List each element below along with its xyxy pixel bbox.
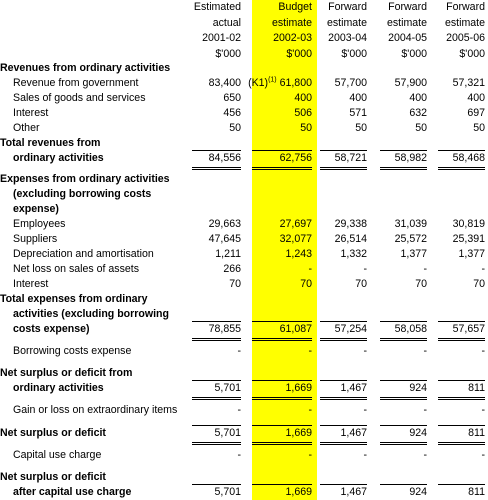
row-label: Interest: [13, 278, 49, 290]
cell-estimated-actual: 650: [223, 92, 241, 104]
total-double-rule: [438, 340, 485, 341]
total-double-rule: [252, 167, 312, 168]
cell-forward-estimate-2003-04: 58,721: [334, 152, 367, 164]
cell-budget-estimate: 62,756: [279, 152, 312, 164]
row-label: ordinary activities: [13, 152, 104, 164]
table-row: [0, 403, 488, 418]
cell-estimated-actual: 5,701: [214, 382, 241, 394]
cell-forward-estimate-2003-04: 1,467: [340, 382, 367, 394]
cell-prefix: (K1): [248, 77, 269, 89]
cell-budget-estimate: 1,669: [285, 427, 312, 439]
section-label-row: [0, 187, 488, 202]
cell-budget-estimate: 400: [294, 92, 312, 104]
subtotal-rule: [380, 484, 427, 485]
cell-forward-estimate-2004-05: 400: [409, 92, 427, 104]
cell-estimated-actual: 456: [223, 107, 241, 119]
cell-budget-estimate: [248, 76, 312, 91]
total-double-rule: [192, 399, 241, 400]
cell-forward-estimate-2004-05: -: [423, 449, 427, 461]
cell-forward-estimate-2004-05: 70: [415, 278, 427, 290]
total-double-rule: [380, 340, 427, 341]
total-double-rule: [320, 169, 367, 170]
cell-forward-estimate-2005-06: 811: [468, 427, 485, 439]
cell-value: 61,800: [276, 77, 312, 89]
cell-forward-estimate-2003-04: 57,254: [334, 323, 367, 335]
column-header-line: estimate: [444, 16, 485, 29]
cell-estimated-actual: 50: [229, 122, 241, 134]
subtotal-rule: [192, 484, 241, 485]
column-header-forward-estimate-2003-04: [327, 0, 367, 62]
total-double-rule: [320, 444, 367, 445]
subtotal-rule: [438, 484, 485, 485]
subtotal-rule: [380, 150, 427, 151]
subtotal-rule: [192, 150, 241, 151]
column-header-line: $'000: [459, 47, 485, 60]
cell-forward-estimate-2005-06: 57,657: [452, 323, 485, 335]
cell-estimated-actual: 47,645: [208, 233, 241, 245]
table-row: [0, 106, 488, 121]
cell-forward-estimate-2004-05: 924: [409, 427, 427, 439]
subtotal-rule: [252, 484, 312, 485]
cell-forward-estimate-2004-05: 924: [409, 486, 427, 498]
cell-estimated-actual: -: [237, 404, 241, 416]
cell-forward-estimate-2003-04: 1,332: [340, 248, 367, 260]
row-label: Employees: [13, 218, 66, 230]
cell-forward-estimate-2005-06: -: [481, 449, 485, 461]
section-label-row: [0, 366, 488, 381]
subtotal-rule: [438, 321, 485, 322]
subtotal-rule: [320, 380, 367, 381]
cell-budget-estimate: -: [308, 345, 312, 357]
row-label: ordinary activities: [13, 382, 104, 394]
total-double-rule: [192, 169, 241, 170]
cell-budget-estimate: 1,243: [285, 248, 312, 260]
subtotal-rule: [252, 425, 312, 426]
table-row: [0, 76, 488, 91]
table-row: [0, 485, 488, 500]
cell-forward-estimate-2003-04: -: [363, 449, 367, 461]
total-double-rule: [438, 167, 485, 168]
subtotal-rule: [192, 425, 241, 426]
column-header-line: Budget: [278, 1, 312, 13]
cell-forward-estimate-2004-05: 31,039: [394, 218, 427, 230]
cell-budget-estimate: 50: [300, 122, 312, 134]
subtotal-rule: [438, 150, 485, 151]
total-double-rule: [438, 397, 485, 398]
total-double-rule: [252, 399, 312, 400]
total-double-rule: [252, 169, 312, 170]
subtotal-rule: [380, 321, 427, 322]
column-header-line: estimate: [271, 16, 312, 29]
row-label: Gain or loss on extraordinary items: [13, 404, 178, 416]
subtotal-rule: [192, 380, 241, 381]
subtotal-rule: [438, 425, 485, 426]
subtotal-rule: [320, 484, 367, 485]
cell-forward-estimate-2005-06: 811: [468, 486, 485, 498]
cell-forward-estimate-2005-06: 400: [467, 92, 485, 104]
section-label-row: [0, 136, 488, 151]
total-double-rule: [192, 397, 241, 398]
total-double-rule: [380, 167, 427, 168]
cell-estimated-actual: 78,855: [208, 323, 241, 335]
cell-forward-estimate-2005-06: 57,321: [452, 77, 485, 89]
column-header-line: estimate: [386, 16, 427, 29]
column-header-line: $'000: [341, 47, 367, 60]
cell-estimated-actual: 29,663: [208, 218, 241, 230]
cell-forward-estimate-2004-05: 1,377: [400, 248, 427, 260]
cell-forward-estimate-2004-05: 57,900: [394, 77, 427, 89]
section-label-row: [0, 470, 488, 485]
cell-forward-estimate-2005-06: 811: [468, 382, 485, 394]
cell-budget-estimate: 61,087: [279, 323, 312, 335]
cell-forward-estimate-2005-06: -: [481, 345, 485, 357]
row-label: Net surplus or deficit: [0, 471, 106, 483]
total-double-rule: [192, 442, 241, 443]
section-label-row: [0, 61, 488, 76]
total-double-rule: [192, 444, 241, 445]
cell-forward-estimate-2004-05: 924: [409, 382, 427, 394]
total-double-rule: [252, 397, 312, 398]
cell-forward-estimate-2004-05: 25,572: [394, 233, 427, 245]
row-label: costs expense): [13, 323, 90, 335]
total-double-rule: [380, 169, 427, 170]
cell-forward-estimate-2003-04: -: [363, 345, 367, 357]
row-label: Net surplus or deficit from: [0, 367, 133, 379]
column-header-forward-estimate-2004-05: [387, 0, 427, 62]
total-double-rule: [380, 399, 427, 400]
cell-forward-estimate-2004-05: -: [423, 345, 427, 357]
cell-estimated-actual: 84,556: [208, 152, 241, 164]
cell-budget-estimate: 27,697: [279, 218, 312, 230]
cell-forward-estimate-2003-04: 57,700: [334, 77, 367, 89]
row-label: Revenues from ordinary activities: [0, 62, 171, 74]
column-header-estimated-actual: [194, 0, 241, 62]
cell-estimated-actual: -: [237, 345, 241, 357]
cell-forward-estimate-2003-04: 1,467: [340, 486, 367, 498]
column-header-line: Estimated: [193, 1, 241, 13]
cell-forward-estimate-2004-05: -: [423, 263, 427, 275]
total-double-rule: [252, 338, 312, 339]
total-double-rule: [438, 338, 485, 339]
row-label: Net surplus or deficit: [0, 427, 106, 439]
cell-budget-estimate: -: [308, 449, 312, 461]
section-label-row: [0, 307, 488, 322]
column-header-line: estimate: [326, 16, 367, 29]
table-row: [0, 262, 488, 277]
total-double-rule: [320, 338, 367, 339]
subtotal-rule: [252, 150, 312, 151]
total-double-rule: [192, 338, 241, 339]
total-double-rule: [320, 442, 367, 443]
cell-budget-estimate: 506: [294, 107, 312, 119]
total-double-rule: [438, 442, 485, 443]
cell-budget-estimate: -: [308, 263, 312, 275]
cell-budget-estimate: 70: [300, 278, 312, 290]
cell-estimated-actual: 83,400: [208, 77, 241, 89]
table-row: [0, 344, 488, 359]
column-header-forward-estimate-2005-06: [445, 0, 485, 62]
cell-forward-estimate-2004-05: 50: [415, 122, 427, 134]
cell-forward-estimate-2005-06: 697: [467, 107, 485, 119]
subtotal-rule: [380, 380, 427, 381]
column-header-line: $'000: [286, 47, 312, 60]
table-row: [0, 121, 488, 136]
table-row: [0, 217, 488, 232]
section-label-row: [0, 202, 488, 217]
table-row: [0, 277, 488, 292]
column-header-line: Forward: [388, 1, 427, 13]
cell-forward-estimate-2004-05: -: [423, 404, 427, 416]
subtotal-rule: [320, 321, 367, 322]
subtotal-rule: [192, 321, 241, 322]
total-double-rule: [192, 167, 241, 168]
table-row: [0, 151, 488, 166]
cell-estimated-actual: 70: [229, 278, 241, 290]
total-double-rule: [320, 399, 367, 400]
row-label: (excluding borrowing costs: [13, 188, 152, 200]
row-label: Capital use charge: [13, 449, 102, 461]
total-double-rule: [380, 338, 427, 339]
column-header-line: 2003-04: [328, 32, 367, 44]
table-row: [0, 448, 488, 463]
cell-forward-estimate-2005-06: 25,391: [452, 233, 485, 245]
row-label: Revenue from government: [13, 77, 139, 89]
total-double-rule: [252, 444, 312, 445]
row-label: Total expenses from ordinary: [0, 293, 148, 305]
cell-forward-estimate-2003-04: 1,467: [340, 427, 367, 439]
cell-forward-estimate-2005-06: -: [481, 263, 485, 275]
cell-estimated-actual: -: [237, 449, 241, 461]
column-header-line: Forward: [328, 1, 367, 13]
cell-forward-estimate-2004-05: 58,058: [394, 323, 427, 335]
row-label: Sales of goods and services: [13, 92, 146, 104]
cell-forward-estimate-2004-05: 632: [409, 107, 427, 119]
row-label: expense): [13, 203, 59, 215]
total-double-rule: [192, 340, 241, 341]
row-label: Expenses from ordinary activities: [0, 173, 170, 185]
cell-forward-estimate-2005-06: 50: [473, 122, 485, 134]
column-header-line: 2004-05: [388, 32, 427, 44]
row-label: Interest: [13, 107, 49, 119]
cell-estimated-actual: 5,701: [214, 427, 241, 439]
total-double-rule: [320, 340, 367, 341]
column-header-line: $'000: [401, 47, 427, 60]
total-double-rule: [252, 340, 312, 341]
total-double-rule: [438, 399, 485, 400]
column-header-line: 2002-03: [273, 32, 312, 44]
total-double-rule: [252, 442, 312, 443]
cell-budget-estimate: 1,669: [285, 382, 312, 394]
cell-budget-estimate: -: [308, 404, 312, 416]
subtotal-rule: [438, 380, 485, 381]
footnote-marker: (1): [268, 76, 277, 84]
table-row: [0, 247, 488, 262]
subtotal-rule: [320, 150, 367, 151]
cell-forward-estimate-2003-04: 571: [349, 107, 367, 119]
cell-forward-estimate-2005-06: 70: [473, 278, 485, 290]
total-double-rule: [320, 167, 367, 168]
column-header-line: 2005-06: [446, 32, 485, 44]
total-double-rule: [438, 169, 485, 170]
cell-forward-estimate-2003-04: 26,514: [334, 233, 367, 245]
total-double-rule: [380, 442, 427, 443]
cell-forward-estimate-2003-04: 50: [355, 122, 367, 134]
cell-estimated-actual: 5,701: [214, 486, 241, 498]
row-label: Total revenues from: [0, 137, 101, 149]
total-double-rule: [380, 444, 427, 445]
cell-estimated-actual: 1,211: [215, 248, 241, 260]
row-label: Other: [13, 122, 40, 134]
table-row: [0, 91, 488, 106]
section-label-row: [0, 292, 488, 307]
cell-forward-estimate-2005-06: 30,819: [452, 218, 485, 230]
subtotal-rule: [380, 425, 427, 426]
total-double-rule: [380, 397, 427, 398]
total-double-rule: [320, 397, 367, 398]
subtotal-rule: [320, 425, 367, 426]
column-header-line: $'000: [215, 47, 241, 60]
cell-forward-estimate-2003-04: 29,338: [334, 218, 367, 230]
table-row: [0, 322, 488, 337]
cell-estimated-actual: 266: [223, 263, 241, 275]
table-row: [0, 426, 488, 441]
total-double-rule: [438, 444, 485, 445]
row-label: Suppliers: [13, 233, 58, 245]
cell-forward-estimate-2003-04: -: [363, 263, 367, 275]
cell-forward-estimate-2003-04: 70: [355, 278, 367, 290]
cell-forward-estimate-2003-04: 400: [349, 92, 367, 104]
column-header-line: Forward: [446, 1, 485, 13]
cell-budget-estimate: 32,077: [279, 233, 312, 245]
column-header-line: 2001-02: [202, 32, 241, 44]
section-label-row: [0, 172, 488, 187]
row-label: Depreciation and amortisation: [13, 248, 154, 260]
row-label: Borrowing costs expense: [13, 345, 132, 357]
cell-forward-estimate-2005-06: 1,377: [458, 248, 485, 260]
cell-budget-estimate: 1,669: [285, 486, 312, 498]
cell-forward-estimate-2004-05: 58,982: [394, 152, 427, 164]
cell-forward-estimate-2005-06: -: [481, 404, 485, 416]
subtotal-rule: [252, 321, 312, 322]
column-header-line: actual: [212, 16, 241, 29]
column-header-budget-estimate: [272, 0, 312, 62]
row-label: Net loss on sales of assets: [13, 263, 140, 275]
row-label: activities (excluding borrowing: [13, 308, 169, 320]
cell-forward-estimate-2005-06: 58,468: [452, 152, 485, 164]
subtotal-rule: [252, 380, 312, 381]
table-row: [0, 232, 488, 247]
row-label: after capital use charge: [13, 486, 132, 498]
cell-forward-estimate-2003-04: -: [363, 404, 367, 416]
table-row: [0, 381, 488, 396]
